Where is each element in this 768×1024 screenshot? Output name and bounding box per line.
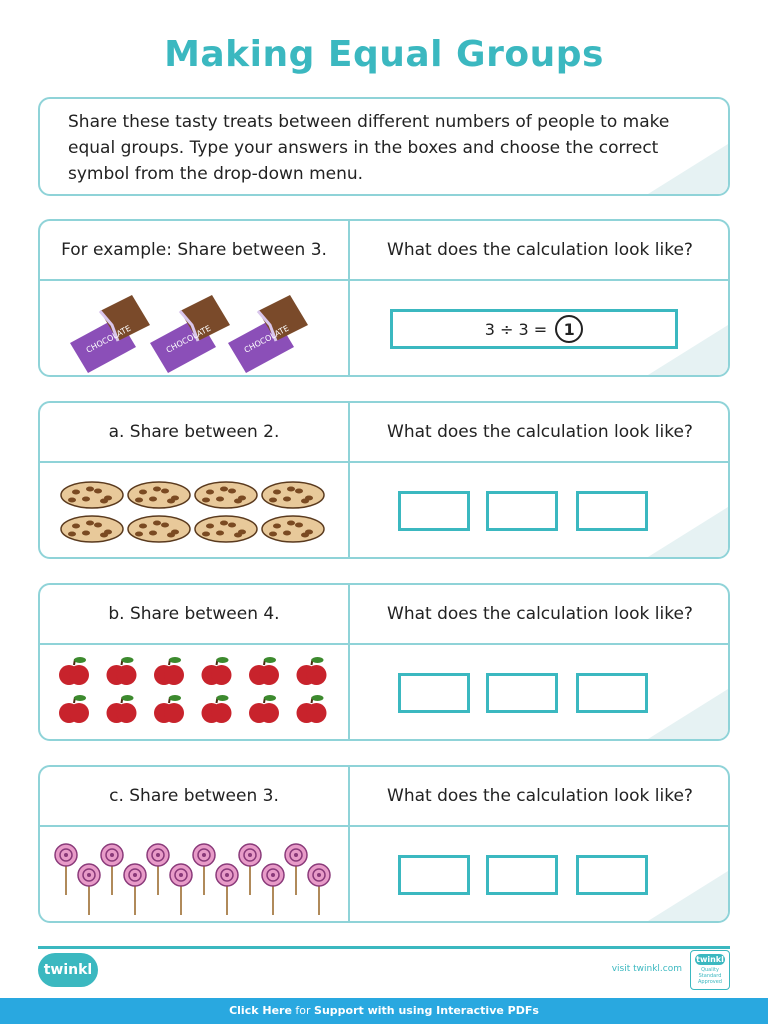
lollipop-icon [308, 864, 330, 915]
cookie-icon [262, 482, 324, 508]
cookie-icon [128, 516, 190, 542]
visit-link[interactable]: visit twinkl.com [611, 964, 682, 974]
lollipop-icon [216, 864, 238, 915]
apples-group [40, 645, 348, 741]
apple-icon [59, 657, 89, 685]
lollipop-icon [124, 864, 146, 915]
cookie-icon [61, 516, 123, 542]
apple-icon [202, 695, 232, 723]
question-card-c [38, 765, 730, 923]
calculation-header: What does the calculation look like? [387, 786, 693, 806]
page-fold-decoration [648, 689, 728, 739]
page-fold-decoration [648, 871, 728, 921]
chocolate-bar-icon [228, 295, 308, 373]
divider [348, 403, 350, 557]
svg-text:CHOCOLATE: CHOCOLATE [84, 323, 133, 355]
lollipop-icon [101, 844, 123, 895]
question-card-a [38, 401, 730, 559]
cookie-icon [61, 482, 123, 508]
lollipop-icon [78, 864, 100, 915]
page-fold-decoration [648, 507, 728, 557]
cookie-icon [128, 482, 190, 508]
answer-box-a-2[interactable] [486, 491, 558, 531]
support-text[interactable]: Support with using Interactive PDFs [314, 1004, 539, 1017]
divider [348, 221, 350, 375]
answer-box-b-1[interactable] [398, 673, 470, 713]
apple-icon [107, 657, 137, 685]
apple-icon [107, 695, 137, 723]
cookie-icon [195, 516, 257, 542]
apple-icon [249, 657, 279, 685]
cookie-icon [262, 516, 324, 542]
svg-text:CHOCOLATE: CHOCOLATE [164, 323, 213, 355]
apple-icon [249, 695, 279, 723]
answer-box-b-2[interactable] [486, 673, 558, 713]
example-treats [40, 281, 348, 377]
lollipop-icon [193, 844, 215, 895]
question-card-b [38, 583, 730, 741]
lollipops-group [40, 827, 348, 923]
lollipop-icon [262, 864, 284, 915]
example-prompt: For example: Share between 3. [61, 240, 327, 260]
instructions-text: Share these tasty treats between different numbers of people to make equal groups. Type your answers in the boxes and choose the correct symbol from the drop-down menu. [68, 112, 670, 184]
chocolate-bar-icon [70, 295, 150, 373]
answer-box-a-1[interactable] [398, 491, 470, 531]
footer-divider [38, 946, 730, 949]
lollipop-icon [147, 844, 169, 895]
example-answer: 1 [555, 315, 583, 343]
support-for: for [291, 1004, 315, 1017]
example-card [38, 219, 730, 377]
page-title: Making Equal Groups [164, 34, 604, 75]
calculation-header: What does the calculation look like? [387, 240, 693, 260]
instructions-card [38, 97, 730, 196]
calculation-header: What does the calculation look like? [387, 604, 693, 624]
chocolate-bar-icon [150, 295, 230, 373]
answer-box-c-1[interactable] [398, 855, 470, 895]
cookies-group [40, 463, 348, 559]
divider [348, 585, 350, 739]
example-calculation-text: 3 ÷ 3 = [484, 319, 548, 339]
calculation-header: What does the calculation look like? [387, 422, 693, 442]
support-click[interactable]: Click Here [229, 1004, 292, 1017]
question-prompt: b. Share between 4. [108, 604, 280, 624]
answer-box-c-3[interactable] [576, 855, 648, 895]
question-prompt: c. Share between 3. [109, 786, 279, 806]
lollipop-icon [285, 844, 307, 895]
apple-icon [297, 657, 327, 685]
page-fold-decoration [648, 144, 728, 194]
answer-box-c-2[interactable] [486, 855, 558, 895]
svg-text:CHOCOLATE: CHOCOLATE [242, 323, 291, 355]
apple-icon [202, 657, 232, 685]
lollipop-icon [55, 844, 77, 895]
apple-icon [297, 695, 327, 723]
badge-text: Quality Standard Approved [698, 967, 722, 985]
answer-box-b-3[interactable] [576, 673, 648, 713]
badge-title: twinkl [696, 955, 724, 964]
question-prompt: a. Share between 2. [108, 422, 280, 442]
example-calculation [390, 309, 678, 349]
twinkl-logo[interactable]: twinkl [38, 953, 98, 987]
answer-box-a-3[interactable] [576, 491, 648, 531]
support-bar[interactable] [0, 998, 768, 1024]
quality-badge [690, 950, 730, 990]
divider [348, 767, 350, 921]
lollipop-icon [170, 864, 192, 915]
cookie-icon [195, 482, 257, 508]
apple-icon [59, 695, 89, 723]
apple-icon [154, 657, 184, 685]
apple-icon [154, 695, 184, 723]
lollipop-icon [239, 844, 261, 895]
